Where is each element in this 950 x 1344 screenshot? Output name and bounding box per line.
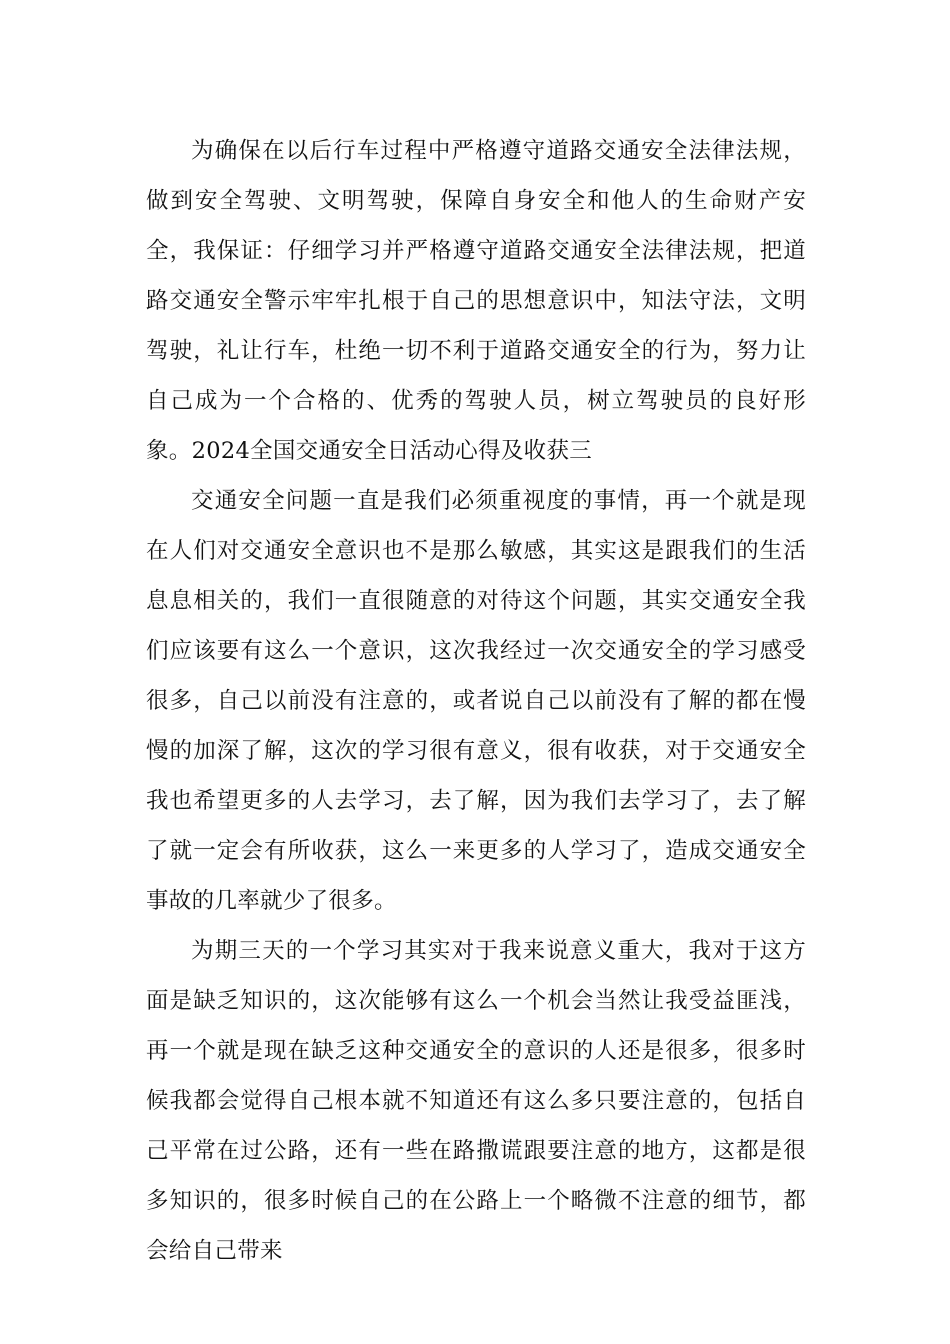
paragraph-2: 交通安全问题一直是我们必须重视度的事情，再一个就是现在人们对交通安全意识也不是那么敏感，其实这是跟我们的生活息息相关的，我们一直很随意的对待这个问题，其实交通安全我们应该要有这么一个意识，这次我经过一次交通安全的学习感受很多，自己以前没有注意的，或者说自己以前没有了解的都在慢慢的加深了解，这次的学习很有意义，很有收获，对于交通安全我也希望更多的人去学习，去了解，因为我们去学习了，去了解了就一定会有所收获，这么一来更多的人学习了，造成交通安全事故的几率就少了很多。 xyxy=(146,488,806,914)
document-body xyxy=(146,126,806,1276)
paragraph-1: 为确保在以后行车过程中严格遵守道路交通安全法律法规，做到安全驾驶、文明驾驶，保障自身安全和他人的生命财产安全，我保证：仔细学习并严格遵守道路交通安全法律法规，把道路交通安全警示牢牢扎根于自己的思想意识中，知法守法，文明驾驶，礼让行车，杜绝一切不利于道路交通安全的行为，努力让自己成为一个合格的、优秀的驾驶人员，树立驾驶员的良好形象。2024全国交通安全日活动心得及收获三 xyxy=(146,138,806,464)
paragraph-3: 为期三天的一个学习其实对于我来说意义重大，我对于这方面是缺乏知识的，这次能够有这么一个机会当然让我受益匪浅，再一个就是现在缺乏这种交通安全的意识的人还是很多，很多时候我都会觉得自己根本就不知道还有这么多只要注意的，包括自己平常在过公路，还有一些在路撒谎跟要注意的地方，这都是很多知识的，很多时候自己的在公路上一个略微不注意的细节，都会给自己带来 xyxy=(146,938,806,1264)
